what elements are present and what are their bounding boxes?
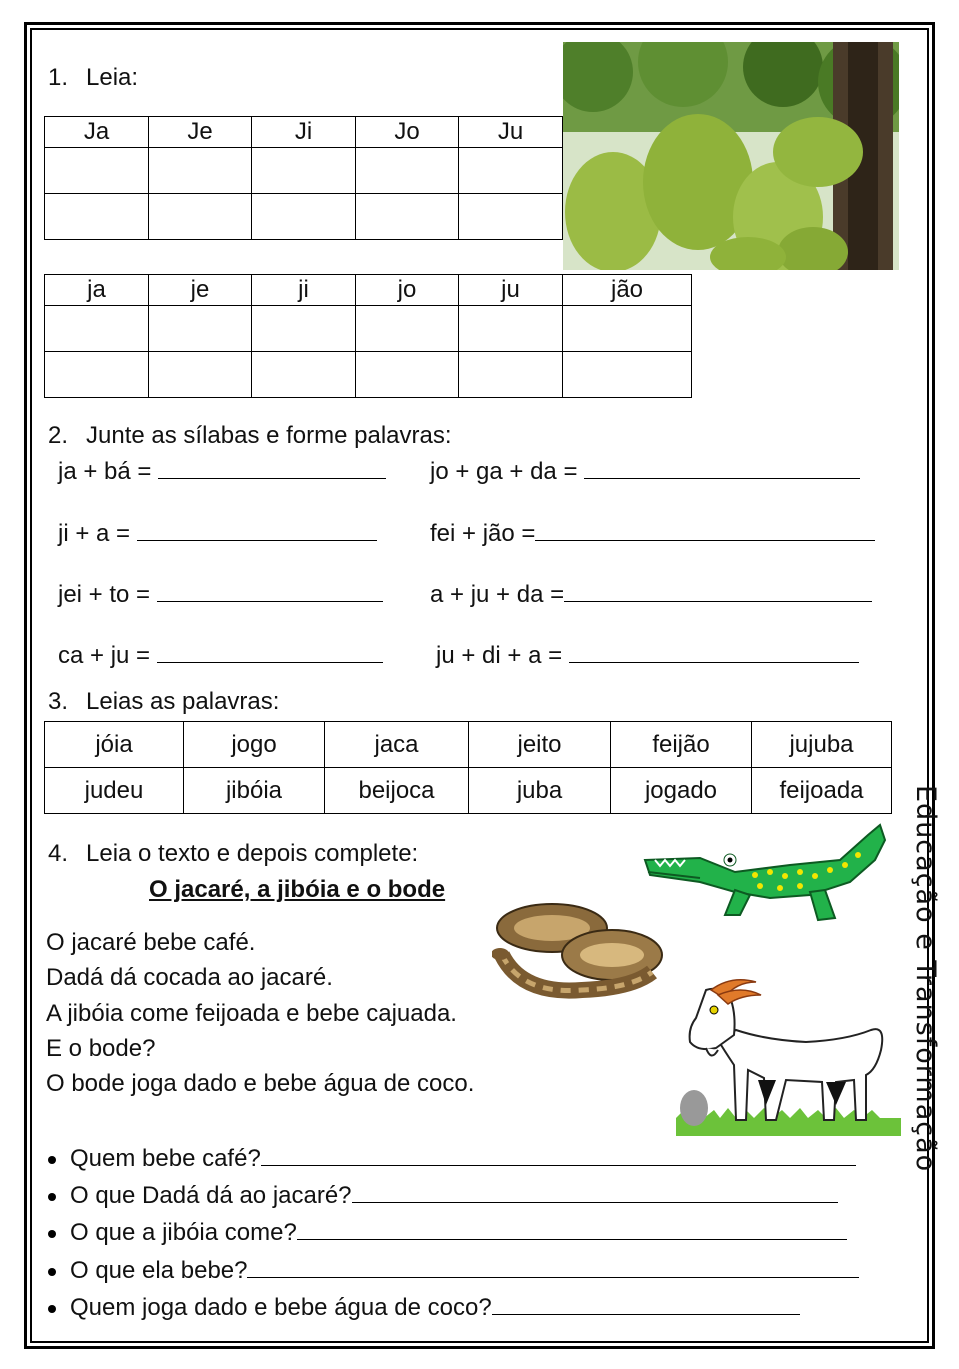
section1-heading	[48, 64, 138, 92]
answer-blank[interactable]	[157, 661, 383, 663]
upper-header-cell: Jo	[356, 117, 459, 148]
answer-cell[interactable]	[356, 352, 459, 398]
answer-cell[interactable]	[45, 194, 149, 240]
upper-header-cell: Je	[149, 117, 252, 148]
story-title: O jacaré, a jibóia e o bode	[149, 876, 446, 903]
answer-cell[interactable]	[149, 194, 252, 240]
answer-cell[interactable]	[45, 148, 149, 194]
question-text: O que a jibóia come?	[70, 1219, 297, 1246]
answer-cell[interactable]	[252, 194, 356, 240]
story-line: Dadá dá cocada ao jacaré.	[46, 964, 333, 991]
answer-cell[interactable]	[252, 148, 356, 194]
equation-text: fei + jão =	[430, 520, 536, 547]
section3-title: Leias as palavras:	[86, 688, 280, 715]
bullet-icon	[48, 1268, 56, 1276]
bullet-icon	[48, 1193, 56, 1201]
answer-cell[interactable]	[252, 352, 356, 398]
equation-text: a + ju + da =	[430, 581, 565, 608]
answer-blank[interactable]	[535, 539, 875, 541]
upper-header-cell: Ju	[459, 117, 563, 148]
answer-blank[interactable]	[352, 1201, 838, 1203]
word-cell: jóia	[45, 722, 184, 768]
lower-header-cell: jão	[563, 275, 692, 306]
answer-blank[interactable]	[137, 539, 377, 541]
section3-heading	[48, 688, 279, 716]
section2-number: 2.	[48, 422, 69, 449]
word-cell: juba	[469, 768, 611, 814]
story-line: O bode joga dado e bebe água de coco.	[46, 1070, 475, 1097]
answer-blank[interactable]	[247, 1276, 859, 1278]
answer-blank[interactable]	[569, 661, 859, 663]
answer-cell[interactable]	[459, 306, 563, 352]
question-item	[48, 1257, 859, 1285]
syllable-equation	[430, 458, 860, 486]
syllable-equation	[58, 520, 377, 548]
side-watermark	[905, 785, 945, 1285]
word-cell: jibóia	[184, 768, 325, 814]
crocodile-image	[640, 820, 890, 925]
word-cell: jaca	[325, 722, 469, 768]
section4-title: Leia o texto e depois complete:	[86, 840, 419, 867]
equation-text: ja + bá =	[58, 458, 152, 485]
equation-text: ca + ju =	[58, 642, 151, 669]
question-item	[48, 1145, 856, 1173]
word-cell: feijão	[611, 722, 752, 768]
answer-cell[interactable]	[45, 352, 149, 398]
section4-heading	[48, 840, 418, 868]
question-text: O que ela bebe?	[70, 1257, 248, 1284]
words-table	[44, 721, 892, 814]
section3-number: 3.	[48, 688, 69, 715]
answer-blank[interactable]	[492, 1313, 800, 1315]
watermark-text: Educação e Transformação	[910, 785, 941, 1173]
equation-text: ju + di + a =	[436, 642, 563, 669]
question-item	[48, 1219, 847, 1247]
lower-header-cell: ja	[45, 275, 149, 306]
answer-cell[interactable]	[356, 194, 459, 240]
snake-image	[492, 900, 670, 1005]
answer-cell[interactable]	[563, 306, 692, 352]
word-cell: judeu	[45, 768, 184, 814]
word-cell: jogo	[184, 722, 325, 768]
upper-header-cell: Ji	[252, 117, 356, 148]
section4-number: 4.	[48, 840, 69, 867]
equation-text: jo + ga + da =	[430, 458, 578, 485]
syllable-table-upper	[44, 116, 563, 240]
syllable-table-lower	[44, 274, 692, 398]
lower-header-cell: ju	[459, 275, 563, 306]
question-text: Quem bebe café?	[70, 1145, 261, 1172]
bullet-icon	[48, 1305, 56, 1313]
lower-header-cell: je	[149, 275, 252, 306]
word-cell: feijoada	[752, 768, 892, 814]
answer-blank[interactable]	[158, 477, 386, 479]
answer-cell[interactable]	[563, 352, 692, 398]
answer-blank[interactable]	[261, 1164, 856, 1166]
answer-blank[interactable]	[297, 1238, 847, 1240]
section2-heading	[48, 422, 452, 450]
answer-cell[interactable]	[45, 306, 149, 352]
section1-number: 1.	[48, 64, 69, 91]
question-text: O que Dadá dá ao jacaré?	[70, 1182, 352, 1209]
equation-text: ji + a =	[58, 520, 131, 547]
story-line: E o bode?	[46, 1035, 156, 1062]
lower-header-cell: jo	[356, 275, 459, 306]
answer-cell[interactable]	[149, 148, 252, 194]
story-line: O jacaré bebe café.	[46, 929, 256, 956]
word-cell: jujuba	[752, 722, 892, 768]
answer-cell[interactable]	[356, 148, 459, 194]
story-line: A jibóia come feijoada e bebe cajuada.	[46, 1000, 457, 1027]
section1-title: Leia:	[86, 64, 139, 91]
upper-header-cell: Ja	[45, 117, 149, 148]
answer-cell[interactable]	[149, 352, 252, 398]
syllable-equation	[58, 642, 383, 670]
syllable-equation	[430, 581, 872, 609]
answer-cell[interactable]	[459, 352, 563, 398]
syllable-equation	[58, 581, 383, 609]
word-cell: jeito	[469, 722, 611, 768]
answer-blank[interactable]	[564, 600, 872, 602]
jackfruit-image	[563, 42, 899, 270]
word-cell: jogado	[611, 768, 752, 814]
syllable-equation	[430, 520, 875, 548]
bullet-icon	[48, 1156, 56, 1164]
bullet-icon	[48, 1230, 56, 1238]
question-text: Quem joga dado e bebe água de coco?	[70, 1294, 492, 1321]
answer-cell[interactable]	[459, 148, 563, 194]
question-item	[48, 1294, 800, 1322]
answer-cell[interactable]	[149, 306, 252, 352]
answer-cell[interactable]	[459, 194, 563, 240]
syllable-equation	[436, 642, 859, 670]
answer-blank[interactable]	[584, 477, 860, 479]
lower-header-cell: ji	[252, 275, 356, 306]
equation-text: jei + to =	[58, 581, 151, 608]
answer-cell[interactable]	[252, 306, 356, 352]
section2-title: Junte as sílabas e forme palavras:	[86, 422, 452, 449]
answer-cell[interactable]	[356, 306, 459, 352]
goat-image	[676, 970, 901, 1140]
question-item	[48, 1182, 838, 1210]
word-cell: beijoca	[325, 768, 469, 814]
answer-blank[interactable]	[157, 600, 383, 602]
syllable-equation	[58, 458, 386, 486]
